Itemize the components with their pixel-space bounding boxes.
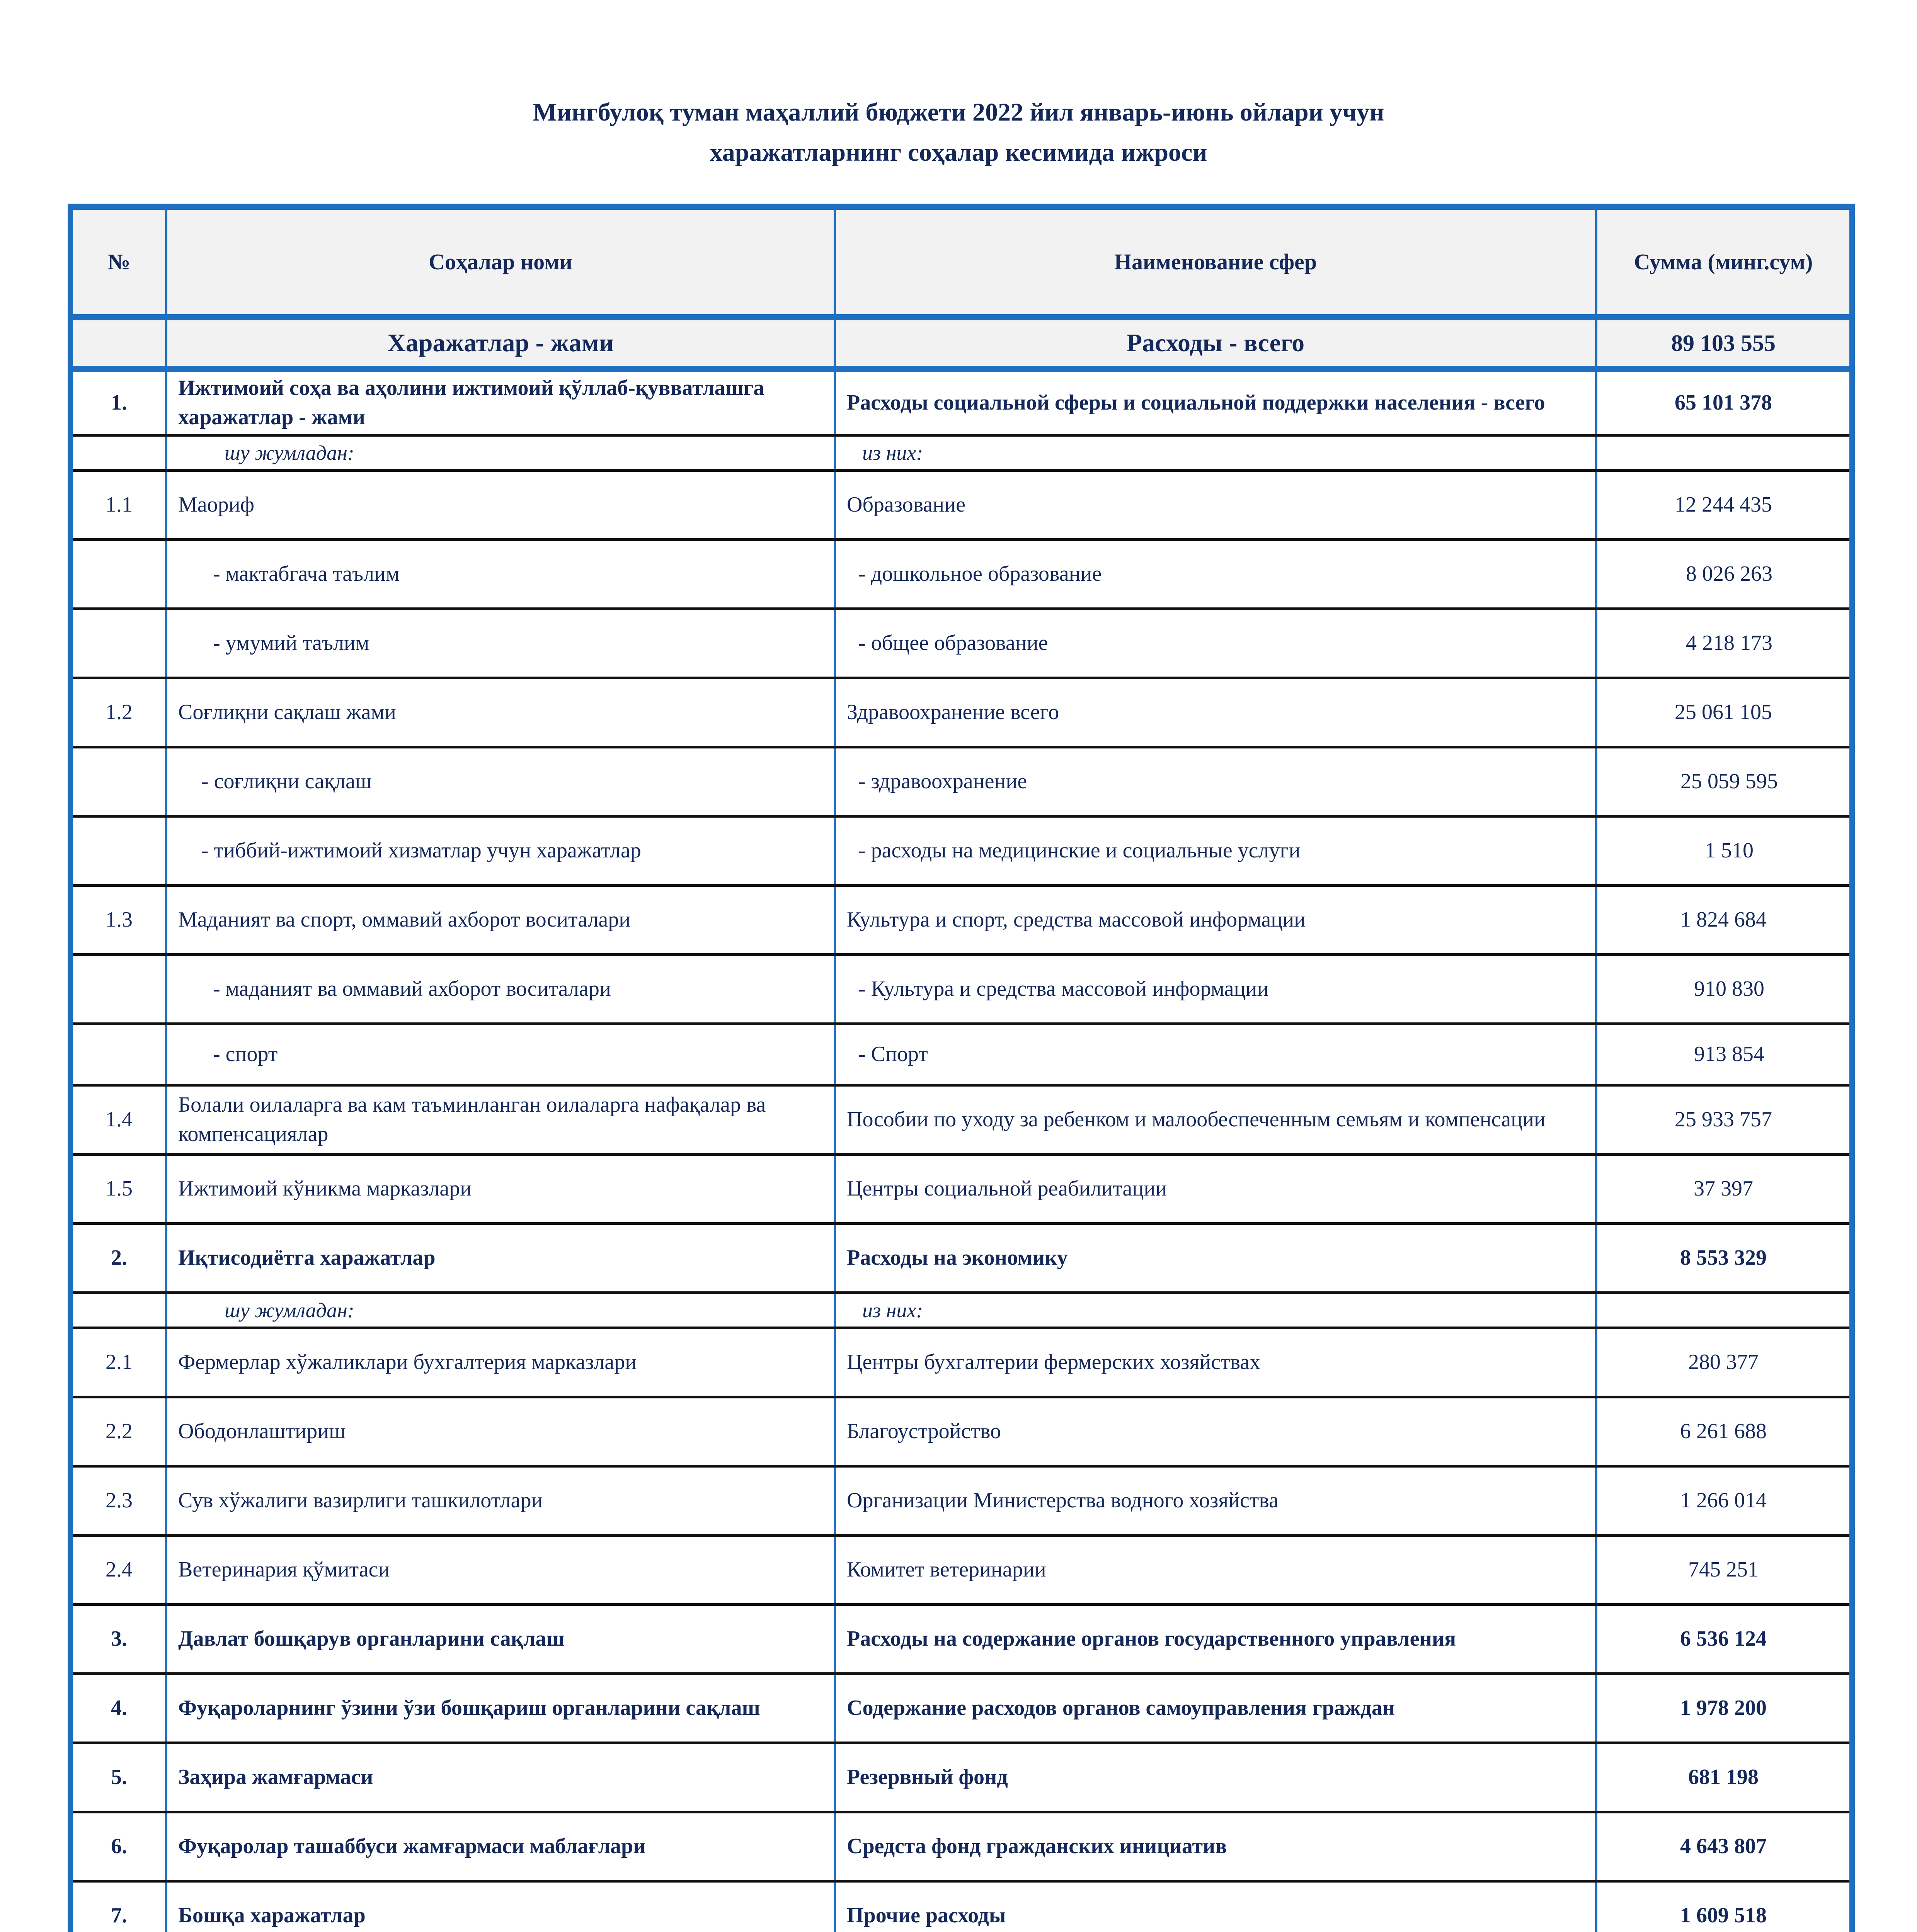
row-name-ru-text: Прочие расходы — [847, 1903, 1006, 1928]
row-amount-text: 1 978 200 — [1680, 1696, 1767, 1720]
header-number: № — [70, 207, 166, 317]
row-name-ru — [835, 369, 1596, 435]
row-number — [70, 1085, 166, 1155]
row-name-ru-text: - здравоохранение — [858, 769, 1027, 794]
row-number-text: 1.1 — [106, 493, 133, 517]
row-name-ru-text: Здравоохранение всего — [847, 700, 1059, 724]
row-number — [70, 369, 166, 435]
row-number-text: 1.4 — [106, 1107, 133, 1132]
row-name-ru-text: Организации Министерства водного хозяйства — [847, 1488, 1279, 1513]
row-name-ru-text: Резервный фонд — [847, 1765, 1008, 1789]
row-amount — [1596, 1743, 1852, 1812]
row-name-uz — [166, 1812, 835, 1881]
row-number — [70, 471, 166, 540]
row-name-uz-text: Давлат бошқарув органларини сақлаш — [178, 1627, 565, 1651]
row-name-uz-text: - соғлиқни сақлаш — [201, 769, 372, 794]
total-number — [70, 317, 166, 369]
row-name-uz-text: - маданият ва оммавий ахборот воситалари — [213, 977, 611, 1001]
table-row — [70, 540, 1852, 609]
row-number — [70, 955, 166, 1024]
row-number — [70, 435, 166, 471]
total-name-ru: Расходы - всего — [835, 317, 1596, 369]
row-name-ru-text: - дошкольное образование — [858, 562, 1102, 586]
row-name-uz-text: - умумий таълим — [213, 631, 369, 655]
row-amount — [1596, 471, 1852, 540]
row-name-uz — [166, 1155, 835, 1224]
total-name-uz: Харажатлар - жами — [166, 317, 835, 369]
document-title-line-1: Мингбулоқ туман маҳаллий бюджети 2022 йил январь-июнь ойлари учун — [533, 98, 1384, 126]
row-number — [70, 1605, 166, 1674]
row-amount-text: 913 854 — [1694, 1042, 1764, 1066]
subtotal-label-row — [70, 435, 1852, 471]
row-number-text: 2.1 — [106, 1350, 133, 1374]
row-name-ru-text: Благоустройство — [847, 1419, 1001, 1444]
row-name-ru-text: Центры социальной реабилитации — [847, 1177, 1167, 1201]
row-name-uz-text: - тиббий-ижтимоий хизматлар учун харажатлар — [201, 838, 641, 863]
row-name-ru-text: Содержание расходов органов самоуправления граждан — [847, 1696, 1395, 1720]
row-name-uz — [166, 471, 835, 540]
row-name-uz-text: Ижтимоий соҳа ва аҳолини ижтимоий қўллаб-қувватлашга харажатлар - жами — [178, 376, 764, 429]
row-name-ru-text: - расходы на медицинские и социальные услуги — [858, 838, 1301, 863]
row-name-ru-text: Расходы на содержание органов государственного управления — [847, 1627, 1456, 1651]
row-number — [70, 1812, 166, 1881]
row-number — [70, 816, 166, 886]
row-name-ru — [835, 747, 1596, 816]
table-row — [70, 955, 1852, 1024]
table-row — [70, 369, 1852, 435]
row-name-ru — [835, 1881, 1596, 1932]
total-amount: 89 103 555 — [1596, 317, 1852, 369]
row-name-uz — [166, 1397, 835, 1466]
row-name-ru — [835, 1293, 1596, 1328]
row-name-uz-text: Иқтисодиётга харажатлар — [178, 1246, 436, 1270]
table-header-row — [70, 207, 1852, 317]
row-number-text: 4. — [111, 1696, 127, 1720]
row-amount — [1596, 1674, 1852, 1743]
row-name-ru — [835, 1812, 1596, 1881]
row-number — [70, 540, 166, 609]
row-amount — [1596, 1536, 1852, 1605]
row-name-uz — [166, 609, 835, 678]
row-amount — [1596, 1605, 1852, 1674]
table-row — [70, 886, 1852, 955]
header-name-uz: Соҳалар номи — [166, 207, 835, 317]
row-amount-text: 745 251 — [1688, 1558, 1759, 1582]
row-name-uz — [166, 955, 835, 1024]
row-amount-text: 25 059 595 — [1680, 769, 1778, 794]
row-name-uz — [166, 1085, 835, 1155]
row-name-uz — [166, 369, 835, 435]
row-name-uz-text: Соғлиқни сақлаш жами — [178, 700, 396, 724]
row-number-text: 2.3 — [106, 1488, 133, 1513]
row-name-uz-text: Бошқа харажатлар — [178, 1903, 366, 1928]
row-name-ru — [835, 1743, 1596, 1812]
row-name-uz — [166, 678, 835, 747]
row-name-ru — [835, 609, 1596, 678]
row-name-ru — [835, 1536, 1596, 1605]
row-name-uz — [166, 1024, 835, 1085]
row-name-uz — [166, 1293, 835, 1328]
row-name-uz — [166, 1674, 835, 1743]
row-name-ru-text: Комитет ветеринарии — [847, 1558, 1046, 1582]
table-row — [70, 747, 1852, 816]
row-amount-text: 6 261 688 — [1680, 1419, 1767, 1444]
row-amount — [1596, 609, 1852, 678]
table-row — [70, 1155, 1852, 1224]
row-amount-text: 25 933 757 — [1675, 1107, 1772, 1132]
row-name-ru-text: Средста фонд гражданских инициатив — [847, 1834, 1227, 1859]
row-amount-text: 65 101 378 — [1675, 391, 1772, 415]
row-number-text: 1.3 — [106, 908, 133, 932]
row-name-ru-text: Культура и спорт, средства массовой информации — [847, 908, 1306, 932]
row-amount-text: 8 553 329 — [1680, 1246, 1767, 1270]
row-name-ru-text: - общее образование — [858, 631, 1048, 655]
table-row — [70, 678, 1852, 747]
row-number-text — [111, 1299, 127, 1322]
row-amount — [1596, 435, 1852, 471]
row-number — [70, 678, 166, 747]
row-amount — [1596, 1328, 1852, 1397]
row-name-uz-text: шу жумладан: — [225, 441, 354, 464]
row-number-text: 2.2 — [106, 1419, 133, 1444]
row-name-uz-text: Ветеринария қўмитаси — [178, 1558, 390, 1582]
row-amount-text: 1 510 — [1705, 838, 1754, 863]
table-row — [70, 471, 1852, 540]
row-name-uz — [166, 1224, 835, 1293]
subtotal-label-row — [70, 1293, 1852, 1328]
row-amount — [1596, 1293, 1852, 1328]
row-amount-text: 8 026 263 — [1686, 562, 1772, 586]
row-name-uz — [166, 1466, 835, 1536]
row-name-ru-text: Пособии по уходу за ребенком и малообеспеченным семьям и компенсации — [847, 1107, 1546, 1132]
table-row — [70, 1466, 1852, 1536]
row-amount-text: 280 377 — [1688, 1350, 1759, 1374]
header-amount: Сумма (минг.сум) — [1596, 207, 1852, 317]
row-number — [70, 1397, 166, 1466]
row-name-uz-text: Маданият ва спорт, оммавий ахборот воситалари — [178, 908, 631, 932]
row-name-ru-text: из них: — [862, 441, 923, 464]
row-amount — [1596, 1024, 1852, 1085]
row-name-ru — [835, 471, 1596, 540]
row-number — [70, 1881, 166, 1932]
row-amount — [1596, 747, 1852, 816]
table-row — [70, 1024, 1852, 1085]
row-name-ru — [835, 1085, 1596, 1155]
row-name-ru — [835, 1397, 1596, 1466]
row-name-ru — [835, 1674, 1596, 1743]
row-number — [70, 1674, 166, 1743]
row-number-text: 1.5 — [106, 1177, 133, 1201]
row-amount — [1596, 1881, 1852, 1932]
row-number-text — [111, 441, 127, 464]
table-row — [70, 1812, 1852, 1881]
row-number — [70, 1155, 166, 1224]
row-number — [70, 1743, 166, 1812]
row-amount — [1596, 1224, 1852, 1293]
row-name-uz — [166, 1328, 835, 1397]
row-name-uz — [166, 1605, 835, 1674]
row-name-ru-text: - Спорт — [858, 1042, 928, 1066]
row-name-ru — [835, 816, 1596, 886]
row-amount — [1596, 1397, 1852, 1466]
row-name-ru — [835, 1466, 1596, 1536]
row-name-uz — [166, 1536, 835, 1605]
row-number-text: 6. — [111, 1834, 127, 1859]
table-row — [70, 816, 1852, 886]
row-amount-text: 681 198 — [1688, 1765, 1759, 1789]
row-name-uz-text: Сув хўжалиги вазирлиги ташкилотлари — [178, 1488, 543, 1513]
row-name-uz-text: Заҳира жамғармаси — [178, 1765, 373, 1789]
row-number — [70, 1224, 166, 1293]
row-number-text: 7. — [111, 1903, 127, 1928]
row-amount-text: 25 061 105 — [1675, 700, 1772, 724]
row-name-uz — [166, 540, 835, 609]
row-name-ru — [835, 1155, 1596, 1224]
row-number — [70, 1024, 166, 1085]
row-name-uz — [166, 1881, 835, 1932]
row-name-ru — [835, 1024, 1596, 1085]
row-number — [70, 747, 166, 816]
row-number-text: 2. — [111, 1246, 127, 1270]
row-name-ru-text: Образование — [847, 493, 965, 517]
row-name-uz-text: Фуқароларнинг ўзини ўзи бошқариш органларини сақлаш — [178, 1696, 760, 1720]
row-name-uz-text: Болали оилаларга ва кам таъминланган оилаларга нафақалар ва компенсациялар — [178, 1093, 766, 1146]
row-name-uz — [166, 435, 835, 471]
row-name-uz-text: - мактабгача таълим — [213, 562, 400, 586]
row-amount-text: 1 266 014 — [1680, 1488, 1767, 1513]
row-name-uz-text: Ижтимоий кўникма марказлари — [178, 1177, 472, 1201]
table-row — [70, 1605, 1852, 1674]
row-amount — [1596, 1812, 1852, 1881]
row-number-text: 5. — [111, 1765, 127, 1789]
row-amount — [1596, 678, 1852, 747]
row-name-uz-text: Маориф — [178, 493, 254, 517]
row-name-ru-text: Центры бухгалтерии фермерских хозяйствах — [847, 1350, 1261, 1374]
table-row — [70, 1881, 1852, 1932]
table-row — [70, 1743, 1852, 1812]
row-number — [70, 1466, 166, 1536]
row-number — [70, 1536, 166, 1605]
row-amount-text — [1716, 1299, 1731, 1322]
row-name-ru — [835, 886, 1596, 955]
row-name-uz-text: - спорт — [213, 1042, 278, 1066]
row-name-ru-text: - Культура и средства массовой информации — [858, 977, 1269, 1001]
row-number-text: 1.2 — [106, 700, 133, 724]
table-row — [70, 1224, 1852, 1293]
row-amount-text: 4 218 173 — [1686, 631, 1772, 655]
row-amount-text: 1 824 684 — [1680, 908, 1767, 932]
row-name-uz — [166, 816, 835, 886]
table-row — [70, 1085, 1852, 1155]
row-number — [70, 886, 166, 955]
row-number — [70, 609, 166, 678]
row-amount — [1596, 1085, 1852, 1155]
table-row — [70, 1674, 1852, 1743]
expenditure-table — [68, 204, 1855, 1932]
row-name-uz — [166, 886, 835, 955]
row-number-text: 2.4 — [106, 1558, 133, 1582]
row-number-text: 3. — [111, 1627, 127, 1651]
row-name-ru — [835, 540, 1596, 609]
row-name-ru — [835, 955, 1596, 1024]
document-title-line-2: харажатларнинг соҳалар кесимида ижроси — [710, 138, 1207, 167]
row-amount — [1596, 540, 1852, 609]
row-amount-text: 12 244 435 — [1675, 493, 1772, 517]
row-name-uz-text: Ободонлаштириш — [178, 1419, 346, 1444]
table-row — [70, 609, 1852, 678]
row-name-uz — [166, 747, 835, 816]
row-amount — [1596, 886, 1852, 955]
total-row — [70, 317, 1852, 369]
row-amount — [1596, 955, 1852, 1024]
row-number — [70, 1328, 166, 1397]
table-row — [70, 1397, 1852, 1466]
row-name-ru-text: Расходы социальной сферы и социальной поддержки населения - всего — [847, 391, 1545, 415]
row-amount-text: 1 609 518 — [1680, 1903, 1767, 1928]
row-amount-text: 910 830 — [1694, 977, 1764, 1001]
row-name-ru-text: Расходы на экономику — [847, 1246, 1068, 1270]
row-amount — [1596, 816, 1852, 886]
row-name-uz-text: Фуқаролар ташаббуси жамғармаси маблағлари — [178, 1834, 646, 1859]
row-name-ru — [835, 678, 1596, 747]
row-name-ru — [835, 1605, 1596, 1674]
row-amount — [1596, 1155, 1852, 1224]
row-name-ru — [835, 1328, 1596, 1397]
row-amount — [1596, 369, 1852, 435]
row-name-uz-text: шу жумладан: — [225, 1298, 354, 1322]
header-name-ru: Наименование сфер — [835, 207, 1596, 317]
table-row — [70, 1536, 1852, 1605]
row-name-ru — [835, 435, 1596, 471]
row-amount-text: 37 397 — [1694, 1177, 1753, 1201]
row-name-uz — [166, 1743, 835, 1812]
table-row — [70, 1328, 1852, 1397]
row-name-ru-text: из них: — [862, 1298, 923, 1322]
row-amount-text: 4 643 807 — [1680, 1834, 1767, 1859]
row-name-uz-text: Фермерлар хўжаликлари бухгалтерия марказлари — [178, 1350, 637, 1374]
row-name-ru — [835, 1224, 1596, 1293]
row-amount — [1596, 1466, 1852, 1536]
row-amount-text — [1716, 441, 1731, 464]
row-amount-text: 6 536 124 — [1680, 1627, 1767, 1651]
row-number — [70, 1293, 166, 1328]
row-number-text: 1. — [111, 391, 127, 415]
